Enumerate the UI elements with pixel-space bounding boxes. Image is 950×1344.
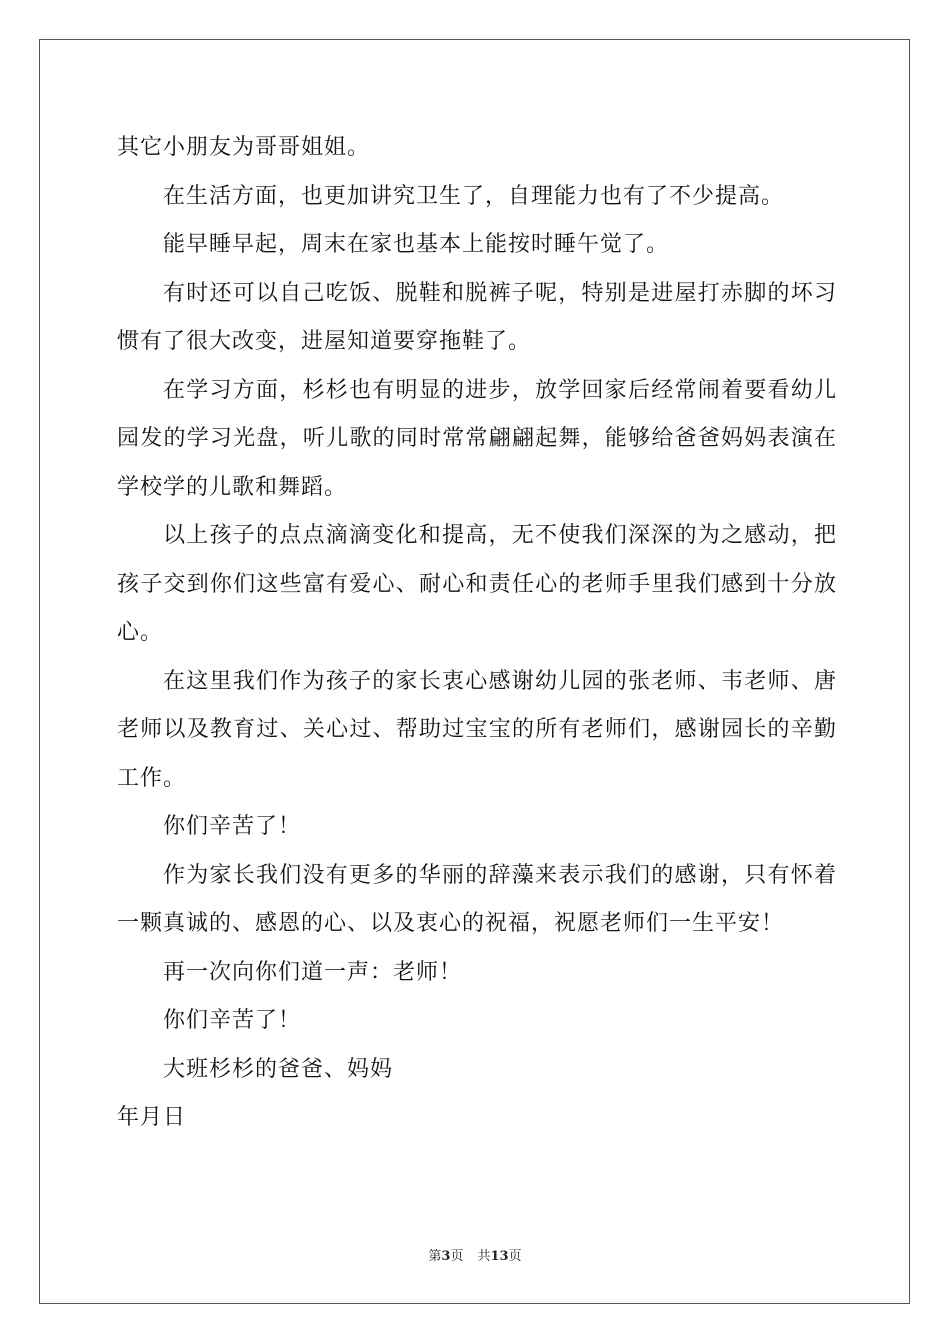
paragraph: 有时还可以自己吃饭、脱鞋和脱裤子呢，特别是进屋打赤脚的坏习惯有了很大改变，进屋知道要穿拖鞋了。 xyxy=(117,280,837,354)
footer-page-unit: 页 xyxy=(450,1249,464,1264)
footer-total-unit: 页 xyxy=(508,1249,522,1264)
current-page-number: 3 xyxy=(441,1249,451,1264)
total-pages-number: 13 xyxy=(490,1249,509,1264)
paragraph: 能早睡早起，周末在家也基本上能按时睡午觉了。 xyxy=(163,232,670,257)
paragraph-closing: 你们辛苦了！ xyxy=(163,814,302,839)
footer-prefix: 第 xyxy=(428,1249,442,1264)
paragraph-closing: 再一次向你们道一声：老师！ xyxy=(163,959,463,985)
paragraph-closing: 你们辛苦了！ xyxy=(163,1008,302,1033)
date-line: 年月日 xyxy=(117,1105,187,1130)
paragraph: 以上孩子的点点滴滴变化和提高，无不使我们深深的为之感动，把孩子交到你们这些富有爱心、耐心和责任心的老师手里我们感到十分放心。 xyxy=(117,523,837,645)
letter-body xyxy=(117,124,837,1143)
paragraph: 在生活方面，也更加讲究卫生了，自理能力也有了不少提高。 xyxy=(163,183,785,209)
paragraph: 在学习方面，杉杉也有明显的进步，放学回家后经常闹着要看幼儿园发的学习光盘，听儿歌的同时常常翩翩起舞，能够给爸爸妈妈表演在学校学的儿歌和舞蹈。 xyxy=(117,377,837,500)
page-footer xyxy=(0,1247,950,1267)
paragraph: 作为家长我们没有更多的华丽的辞藻来表示我们的感谢，只有怀着一颗真诚的、感恩的心、以及衷心的祝福，祝愿老师们一生平安！ xyxy=(117,862,837,936)
paragraph: 其它小朋友为哥哥姐姐。 xyxy=(117,135,371,160)
signature: 大班杉杉的爸爸、妈妈 xyxy=(163,1056,394,1082)
footer-total-prefix: 共 xyxy=(477,1249,491,1264)
paragraph: 在这里我们作为孩子的家长衷心感谢幼儿园的张老师、韦老师、唐老师以及教育过、关心过、帮助过宝宝的所有老师们，感谢园长的辛勤工作。 xyxy=(117,668,837,791)
